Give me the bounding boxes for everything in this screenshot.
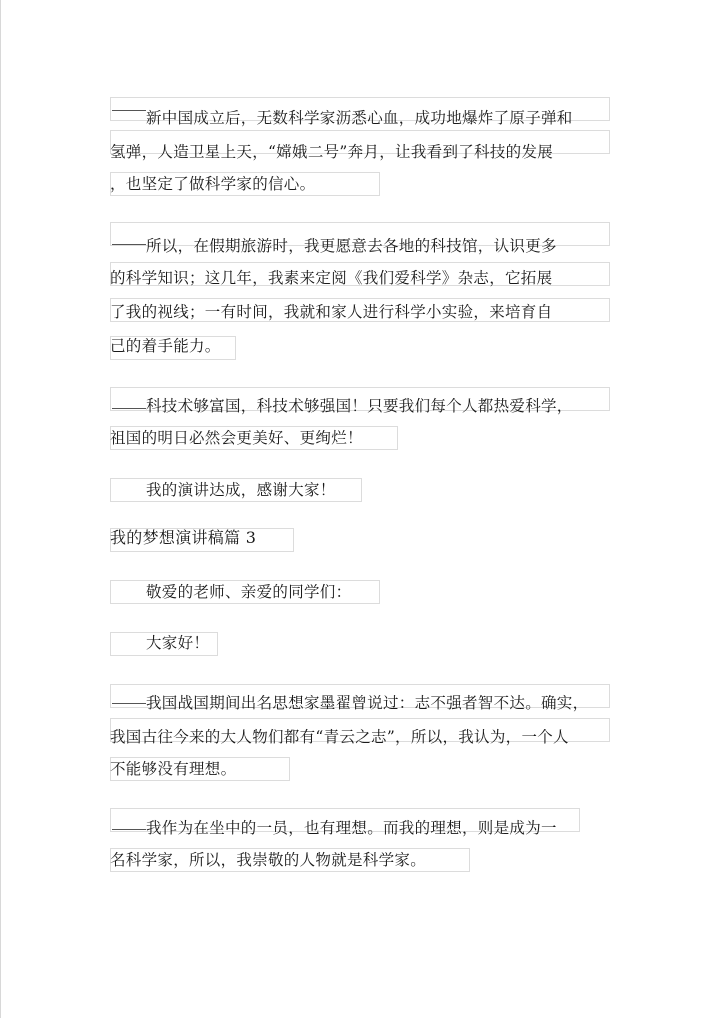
section-title: 我的梦想演讲稿篇 3: [110, 528, 257, 547]
paragraph-line: 大家好！: [146, 634, 210, 652]
paragraph-line: 科技术够富国，科技术够强国！只要我们每个人都热爱科学，: [146, 397, 573, 415]
paragraph-line: 新中国成立后，无数科学家沥悉心血，成功地爆炸了原子弹和: [146, 109, 573, 127]
paragraph-line: 己的着手能力。: [110, 337, 221, 355]
indent-rule: [112, 110, 146, 111]
paragraph-line: 了我的视线；一有时间，我就和家人进行科学小实验，来培育自: [110, 303, 553, 321]
paragraph-line: 名科学家，所以，我崇敬的人物就是科学家。: [110, 851, 427, 869]
paragraph-line: 祖国的明日必然会更美好、更绚烂！: [110, 429, 363, 447]
paragraph-line: 我国战国期间出名思想家墨翟曾说过：志不强者智不达。确实，: [146, 694, 589, 712]
indent-rule: [112, 703, 146, 704]
paragraph-line: 敬爱的老师、亲爱的同学们：: [146, 583, 352, 601]
paragraph-line: 我的演讲达成，感谢大家！: [146, 481, 336, 499]
paragraph-line: ，也坚定了做科学家的信心。: [110, 175, 316, 193]
page-edge: [0, 0, 1, 1018]
paragraph-line: 所以，在假期旅游时，我更愿意去各地的科技馆，认识更多: [146, 237, 557, 255]
paragraph-line: 不能够没有理想。: [110, 760, 237, 778]
paragraph-line: 的科学知识；这几年，我素来定阅《我们爱科学》杂志，它拓展: [110, 269, 553, 287]
indent-rule: [112, 829, 146, 830]
indent-rule: [112, 408, 146, 409]
paragraph-line: 我作为在坐中的一员，也有理想。而我的理想，则是成为一: [146, 819, 557, 837]
indent-rule: [112, 244, 146, 245]
paragraph-line: 我国古往今来的大人物们都有“青云之志”，所以，我认为，一个人: [110, 728, 569, 746]
paragraph-line: 氢弹，人造卫星上天，“嫦娥二号”奔月，让我看到了科技的发展: [110, 143, 554, 161]
